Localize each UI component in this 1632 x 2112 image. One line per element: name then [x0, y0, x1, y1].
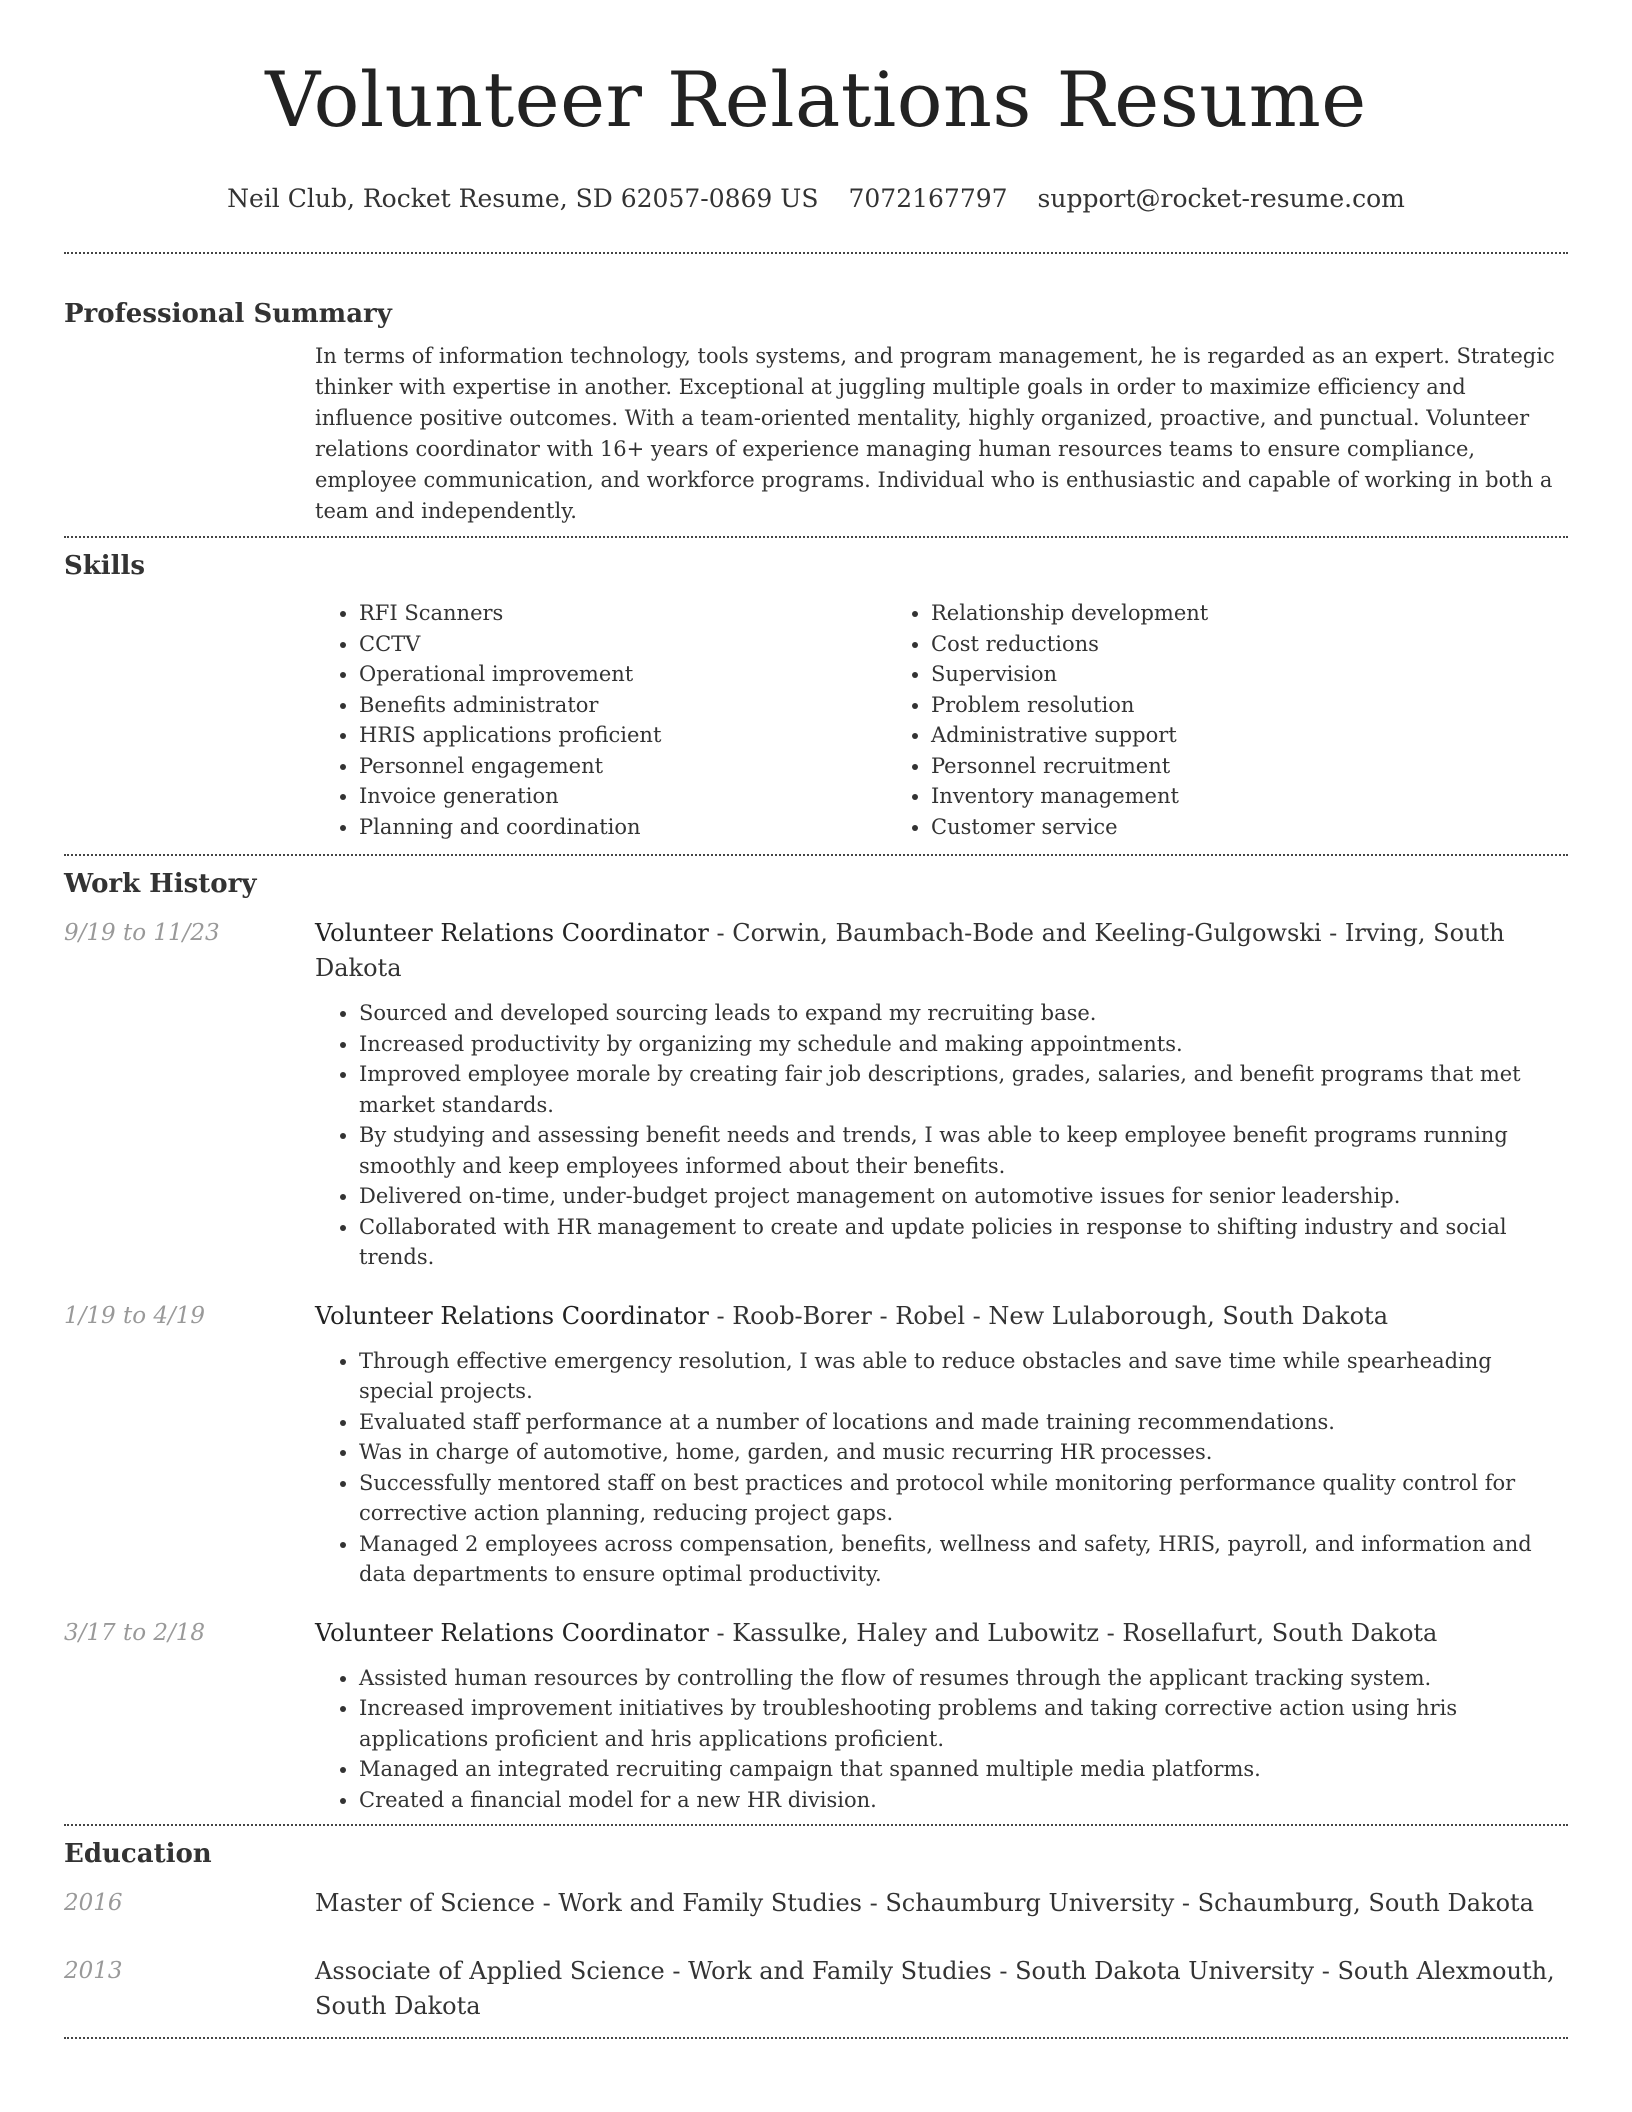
skill-item: • Cost reductions — [931, 629, 1459, 660]
contact-address: Neil Club, Rocket Resume, SD 62057-0869 US — [227, 184, 819, 213]
skill-item: • Relationship development — [931, 598, 1459, 629]
education-degree: Master of Science - Work and Family Studies - Schaumburg University - Schaumburg, South Dakota — [315, 1889, 1534, 1917]
job-employer-location: - Corwin, Baumbach-Bode and Keeling-Gulgowski - Irving, South Dakota — [315, 919, 1505, 982]
skill-item: • Benefits administrator — [359, 690, 887, 721]
divider — [64, 252, 1568, 254]
job-bullets — [315, 998, 1568, 1273]
job-bullet: • Evaluated staff performance at a number of locations and made training recommendations. — [359, 1407, 1568, 1438]
education-entry — [64, 1954, 1568, 2024]
section-title-skills: Skills — [64, 551, 146, 581]
skill-item: • Customer service — [931, 812, 1459, 843]
section-title-education: Education — [64, 1839, 212, 1869]
job-bullet: • Managed an integrated recruiting campaign that spanned multiple media platforms. — [359, 1754, 1568, 1785]
work-section — [64, 867, 1568, 1815]
divider — [64, 854, 1568, 856]
contact-email: support@rocket-resume.com — [1037, 184, 1405, 213]
skill-item: • HRIS applications proficient — [359, 720, 887, 751]
job-details — [315, 1299, 1568, 1590]
job-dates: 3/17 to 2/18 — [64, 1619, 206, 1646]
divider — [64, 536, 1568, 538]
job-entry — [64, 1616, 1568, 1816]
job-entry — [64, 1299, 1568, 1590]
job-title — [315, 1299, 1568, 1334]
summary-text: In terms of information technology, tools systems, and program management, he is regarded as an expert. Strategic thinker with expertise in another. Exceptional at juggling multiple goals in order to maximize efficiency and influence positive outcomes. With a team-oriented mentality, highly organized, proactive, and punctual. Volunteer relations coordinator with 16+ years of experience managing human resources teams to ensure compliance, employee communication, and workforce programs. Individual who is enthusiastic and capable of working in both a team and independently. — [315, 344, 1555, 523]
job-bullet: • Improved employee morale by creating fair job descriptions, grades, salaries, and benefit programs that met market standards. — [359, 1059, 1568, 1120]
contact-phone: 7072167797 — [848, 184, 1008, 213]
job-bullet: • Was in charge of automotive, home, garden, and music recurring HR processes. — [359, 1437, 1568, 1468]
job-entry — [64, 916, 1568, 1273]
job-bullet: • Managed 2 employees across compensation, benefits, wellness and safety, HRIS, payroll, and information and data departments to ensure optimal productivity. — [359, 1529, 1568, 1590]
job-dates: 1/19 to 4/19 — [64, 1302, 206, 1329]
skills-list-right — [887, 598, 1459, 842]
skill-item: • Supervision — [931, 659, 1459, 690]
job-role: Volunteer Relations Coordinator — [315, 919, 709, 947]
divider — [64, 1824, 1568, 1826]
education-degree: Associate of Applied Science - Work and Family Studies - South Dakota University - South Alexmouth, South Dakota — [315, 1957, 1555, 2020]
job-bullet: • Delivered on-time, under-budget project management on automotive issues for senior leadership. — [359, 1181, 1568, 1212]
skill-item: • Invoice generation — [359, 781, 887, 812]
skill-item: • Operational improvement — [359, 659, 887, 690]
education-entry — [64, 1886, 1568, 1921]
job-details — [315, 916, 1568, 1273]
job-bullets — [315, 1346, 1568, 1590]
job-employer-location: - Kassulke, Haley and Lubowitz - Rosellafurt, South Dakota — [708, 1618, 1438, 1647]
job-bullet: • Created a financial model for a new HR division. — [359, 1785, 1568, 1816]
divider — [64, 2037, 1568, 2039]
job-dates: 9/19 to 11/23 — [64, 920, 220, 946]
section-title-work: Work History — [64, 869, 257, 899]
job-title — [315, 916, 1568, 986]
skill-item: • Inventory management — [931, 781, 1459, 812]
section-title-summary: Professional Summary — [64, 299, 392, 329]
job-role: Volunteer Relations Coordinator — [315, 1618, 709, 1647]
job-bullets — [315, 1663, 1568, 1816]
job-title — [315, 1616, 1568, 1651]
education-details — [315, 1886, 1568, 1921]
education-details — [315, 1954, 1568, 2024]
education-section — [64, 1837, 1568, 2024]
job-bullet: • Increased productivity by organizing my schedule and making appointments. — [359, 1029, 1568, 1060]
skill-item: • Personnel engagement — [359, 751, 887, 782]
skills-section — [64, 549, 1568, 842]
skill-item: • Personnel recruitment — [931, 751, 1459, 782]
skill-item: • Problem resolution — [931, 690, 1459, 721]
skill-item: • Administrative support — [931, 720, 1459, 751]
job-role: Volunteer Relations Coordinator — [315, 1301, 709, 1330]
skills-list-left — [315, 598, 887, 842]
skill-item: • Planning and coordination — [359, 812, 887, 843]
contact-line — [64, 183, 1568, 215]
job-bullet: • By studying and assessing benefit needs and trends, I was able to keep employee benefit programs running smoothly and keep employees informed about their benefits. — [359, 1120, 1568, 1181]
job-details — [315, 1616, 1568, 1816]
summary-section — [64, 297, 1568, 527]
job-bullet: • Increased improvement initiatives by troubleshooting problems and taking corrective action using hris applications proficient and hris applications proficient. — [359, 1693, 1568, 1754]
education-year: 2013 — [64, 1958, 123, 1984]
job-bullet: • Assisted human resources by controlling the flow of resumes through the applicant tracking system. — [359, 1663, 1568, 1694]
job-bullet: • Sourced and developed sourcing leads to expand my recruiting base. — [359, 998, 1568, 1029]
job-employer-location: - Roob-Borer - Robel - New Lulaborough, South Dakota — [708, 1301, 1388, 1330]
job-bullet: • Successfully mentored staff on best practices and protocol while monitoring performance quality control for corrective action planning, reducing project gaps. — [359, 1468, 1568, 1529]
resume-title: Volunteer Relations Resume — [265, 55, 1367, 144]
skill-item: • RFI Scanners — [359, 598, 887, 629]
job-bullet: • Collaborated with HR management to create and update policies in response to shifting industry and social trends. — [359, 1212, 1568, 1273]
skill-item: • CCTV — [359, 629, 887, 660]
job-bullet: • Through effective emergency resolution, I was able to reduce obstacles and save time while spearheading special projects. — [359, 1346, 1568, 1407]
education-year: 2016 — [64, 1890, 123, 1916]
